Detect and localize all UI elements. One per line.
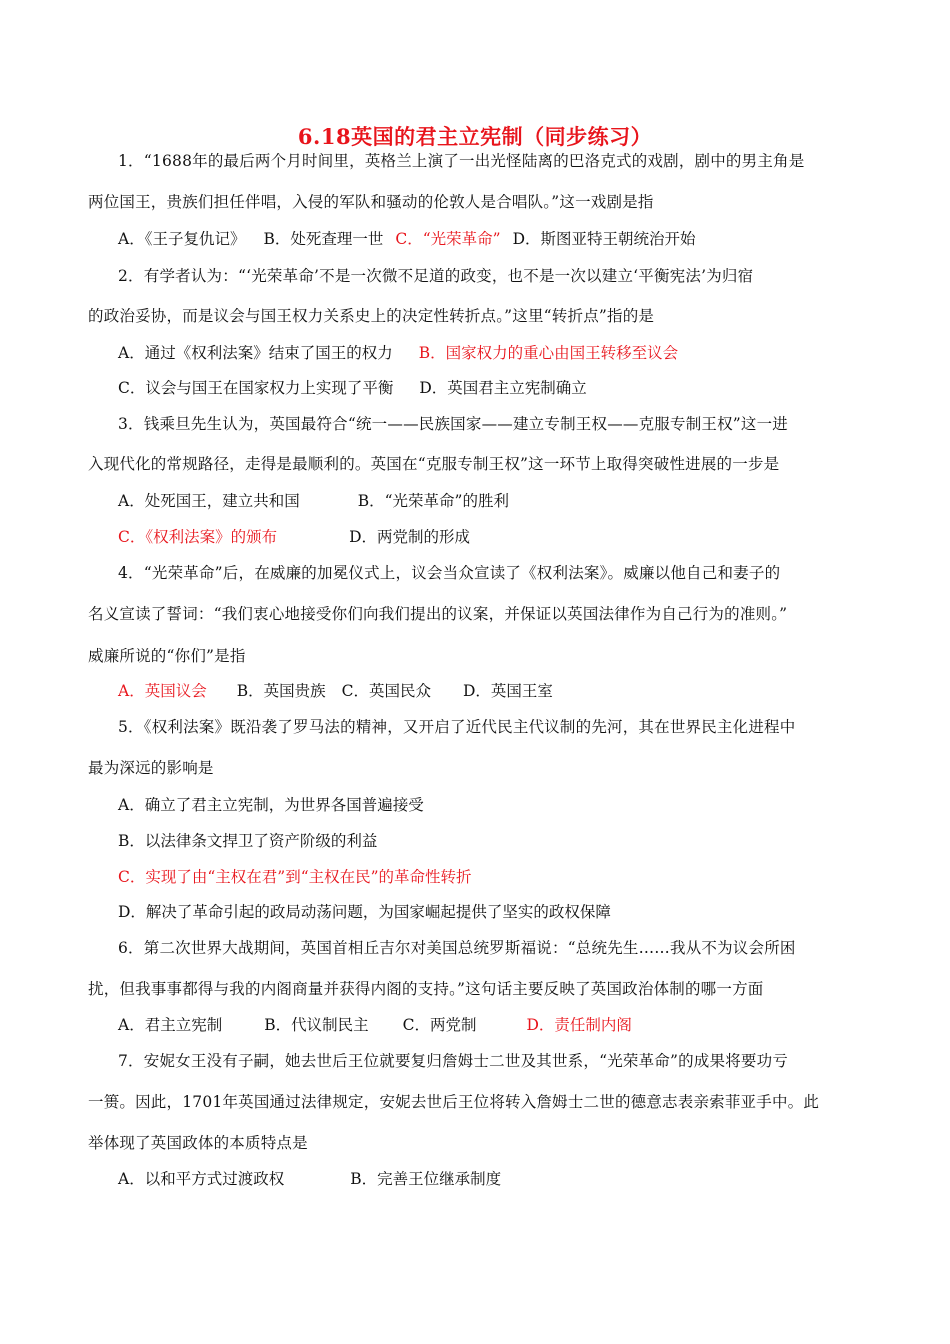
q3-option-a: A．处死国王，建立共和国 bbox=[118, 492, 300, 510]
q7-option-a: A．以和平方式过渡政权 bbox=[118, 1170, 285, 1188]
q6-stem-line1: 6．第二次世界大战期间，英国首相丘吉尔对美国总统罗斯福说：“总统先生……我从不为议会所困 bbox=[118, 939, 796, 957]
q2-option-b-answer: B．国家权力的重心由国王转移至议会 bbox=[418, 344, 679, 362]
q4-option-d: D．英国王室 bbox=[462, 682, 553, 700]
q7-options bbox=[118, 1168, 501, 1190]
q5-option-c-answer: C．实现了由“主权在君”到“主权在民”的革命性转折 bbox=[118, 868, 472, 886]
q2-stem-line2: 的政治妥协，而是议会与国王权力关系史上的决定性转折点。”这里“转折点”指的是 bbox=[88, 307, 655, 325]
q2-option-c: C．议会与国王在国家权力上实现了平衡 bbox=[118, 379, 394, 397]
q7-stem-line2: 一篑。因此，1701年英国通过法律规定，安妮去世后王位将转入詹姆士二世的德意志表亲索菲亚手中。此 bbox=[88, 1093, 820, 1111]
q4-stem-line3: 威廉所说的“你们”是指 bbox=[88, 647, 246, 665]
q6-option-a: A．君主立宪制 bbox=[118, 1016, 223, 1034]
q2-option-a: A．通过《权利法案》结束了国王的权力 bbox=[118, 344, 393, 362]
q5-stem-line2: 最为深远的影响是 bbox=[88, 759, 214, 777]
q2-options-row2 bbox=[118, 377, 587, 399]
q7-option-b: B．完善王位继承制度 bbox=[350, 1170, 502, 1188]
q5-option-d: D．解决了革命引起的政局动荡问题，为国家崛起提供了坚实的政权保障 bbox=[118, 903, 611, 921]
q3-options-row1 bbox=[118, 490, 509, 512]
q2-options-row1 bbox=[118, 342, 678, 364]
q4-options bbox=[118, 680, 553, 702]
q6-options bbox=[118, 1014, 632, 1036]
q6-option-c: C．两党制 bbox=[402, 1016, 477, 1034]
q2-option-d: D．英国君主立宪制确立 bbox=[419, 379, 587, 397]
q3-options-row2 bbox=[118, 526, 470, 548]
q7-stem-line3: 举体现了英国政体的本质特点是 bbox=[88, 1134, 308, 1152]
q4-stem-line1: 4．“光荣革命”后，在威廉的加冕仪式上，议会当众宣读了《权利法案》。威廉以他自己和妻子的 bbox=[118, 564, 781, 582]
q5-stem-line1: 5．《权利法案》既沿袭了罗马法的精神，又开启了近代民主代议制的先河，其在世界民主化进程中 bbox=[118, 718, 796, 736]
q1-option-a: A．《王子复仇记》 bbox=[118, 230, 246, 248]
q1-option-c-answer: C．“光荣革命” bbox=[395, 230, 501, 248]
q5-option-a: A．确立了君主立宪制，为世界各国普遍接受 bbox=[118, 796, 424, 814]
q1-stem-line2: 两位国王，贵族们担任伴唱，入侵的军队和骚动的伦敦人是合唱队。”这一戏剧是指 bbox=[88, 193, 654, 211]
q1-options bbox=[118, 228, 696, 250]
page-title: 6.18英国的君主立宪制（同步练习） bbox=[297, 124, 653, 149]
q2-stem-line1: 2．有学者认为：“‘光荣革命’不是一次微不足道的政变，也不是一次以建立‘平衡宪法’为归宿 bbox=[118, 267, 754, 285]
q1-option-b: B．处死查理一世 bbox=[263, 230, 384, 248]
q4-option-a-answer: A．英国议会 bbox=[118, 682, 207, 700]
q3-option-b: B．“光荣革命”的胜利 bbox=[357, 492, 509, 510]
q3-stem-line1: 3．钱乘旦先生认为，英国最符合“统一——民族国家——建立专制王权——克服专制王权”这一进 bbox=[118, 415, 789, 433]
q3-option-c-answer: C．《权利法案》的颁布 bbox=[118, 528, 278, 546]
q7-stem-line1: 7．安妮女王没有子嗣，她去世后王位就要复归詹姆士二世及其世系，“光荣革命”的成果将要功亏 bbox=[118, 1052, 789, 1070]
q6-stem-line2: 扰，但我事事都得与我的内阁商量并获得内阁的支持。”这句话主要反映了英国政治体制的哪一方面 bbox=[88, 980, 764, 998]
q6-option-b: B．代议制民主 bbox=[264, 1016, 369, 1034]
q6-option-d-answer: D．责任制内阁 bbox=[526, 1016, 632, 1034]
q4-option-c: C．英国民众 bbox=[341, 682, 431, 700]
q3-stem-line2: 入现代化的常规路径，走得是最顺利的。英国在“克服专制王权”这一环节上取得突破性进展的一步是 bbox=[88, 455, 780, 473]
q1-option-d: D．斯图亚特王朝统治开始 bbox=[512, 230, 696, 248]
q3-option-d: D．两党制的形成 bbox=[349, 528, 471, 546]
q4-stem-line2: 名义宣读了誓词：“我们衷心地接受你们向我们提出的议案，并保证以英国法律作为自己行为的准则。” bbox=[88, 605, 788, 623]
q4-option-b: B．英国贵族 bbox=[236, 682, 326, 700]
q5-option-b: B．以法律条文捍卫了资产阶级的利益 bbox=[118, 832, 378, 850]
q1-stem-line1: 1．“1688年的最后两个月时间里，英格兰上演了一出光怪陆离的巴洛克式的戏剧，剧中的男主角是 bbox=[118, 152, 805, 170]
